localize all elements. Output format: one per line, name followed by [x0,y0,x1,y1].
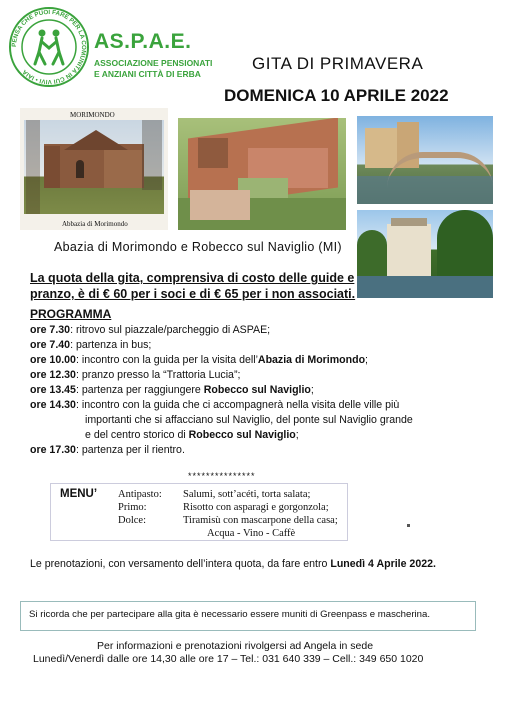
program-item-continued: e del centro storico di Robecco sul Naviglio; [85,429,299,441]
association-subtitle: ASSOCIAZIONE PENSIONATI E ANZIANI CITTÀ DI ERBA [94,58,213,79]
menu-drinks: Acqua - Vino - Caffè [207,528,296,539]
greenpass-note: Si ricorda che per partecipare alla gita è necessario essere muniti di Greenpass e mascherina. [29,609,431,620]
photo-caption-morimondo: MORIMONDO [70,111,115,119]
contact-line-1: Per informazioni e prenotazioni rivolgersi ad Angela in sede [97,640,374,652]
stray-dot [407,524,410,527]
menu-row: Dolce: Tiramisù con mascarpone della casa; [118,515,338,526]
aspae-logo [8,6,90,88]
robecco-villa-photo [357,210,493,298]
association-name: AS.P.A.E. [94,30,192,53]
contact-line-2: Lunedì/Venerdì dalle ore 14,30 alle ore 17 – Tel.: 031 640 339 – Cell.: 349 650 1020 [33,653,424,665]
morimondo-photo [20,108,168,230]
menu-row: Antipasto: Salumi, sott’acéti, torta salata; [118,489,311,500]
program-item: ore 17.30 : partenza per il rientro. [30,444,185,456]
trip-date: DOMENICA 10 APRILE 2022 [224,86,449,105]
menu-row: Primo: Risotto con asparagi e gorgonzola; [118,502,329,513]
price-info: La quota della gita, comprensiva di costo delle guide e pranzo, è di € 60 per i soci e di € 65 per i non associati. [30,271,356,301]
program-item: ore 7.30 : ritrovo sul piazzale/parcheggio di ASPAE; [30,324,271,336]
destinations: Abazia di Morimondo e Robecco sul Naviglio (MI) [54,240,342,254]
program-list [30,323,413,458]
program-item: ore 12.30 : pranzo presso la “Trattoria Lucia”; [30,369,241,381]
program-heading: PROGRAMMA [30,307,112,321]
program-item: ore 7.40 : partenza in bus; [30,339,152,351]
abbey-aerial-photo [178,118,346,230]
menu-title: MENU’ [60,488,98,500]
program-item: ore 13.45 : partenza per raggiungere Robecco sul Naviglio ; [30,384,314,396]
trip-title: GITA DI PRIMAVERA [252,54,424,73]
program-item: ore 10.00 : incontro con la guida per la visita dell’ Abazia di Morimondo ; [30,354,368,366]
robecco-bridge-photo [357,116,493,204]
photo-caption-abbazia: Abbazia di Morimondo [62,220,128,228]
logo-ring-text: PENSA CHE PUOI FARE PER LA COMUNITÀ IN CUI VIVI • IAIA [10,8,88,86]
program-item: ore 14.30 : incontro con la guida che ci accompagnerà nella visita delle ville più [30,399,400,411]
separator-stars: *************** [188,471,256,481]
booking-info: Le prenotazioni, con versamento dell’intera quota, da fare entro Lunedì 4 Aprile 2022. [30,558,436,570]
program-item-continued: importanti che si affacciano sul Naviglio, del ponte sul Naviglio grande [85,414,413,426]
menu-list [118,488,338,540]
